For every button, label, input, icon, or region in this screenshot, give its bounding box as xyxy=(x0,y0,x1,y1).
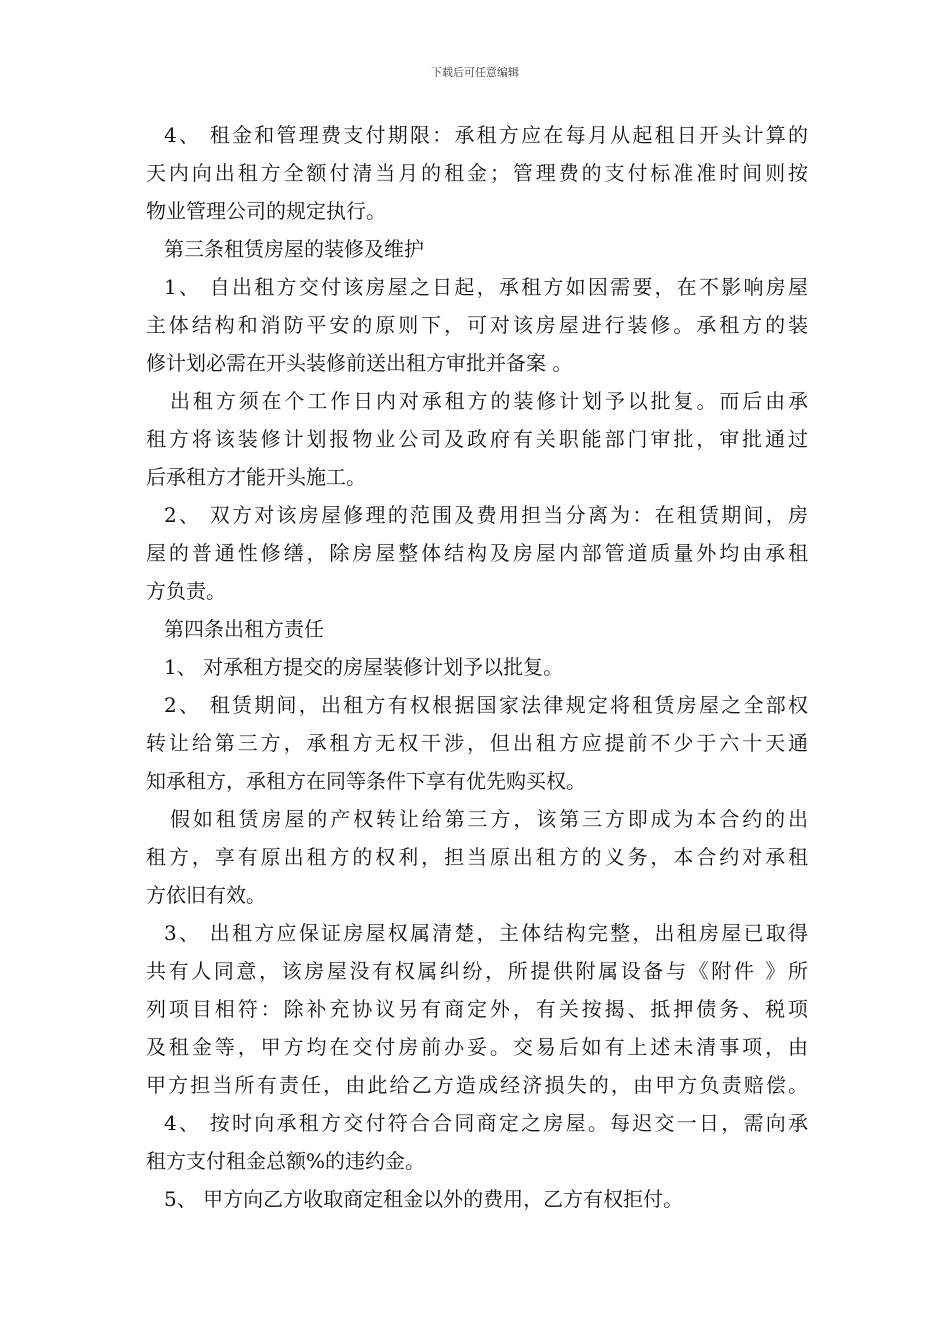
text-line-10: 后承租方才能开头施工。 xyxy=(146,465,366,489)
section-heading-4: 第四条出租方责任 xyxy=(164,617,324,641)
page-header: 下载后可任意编辑 xyxy=(431,66,519,79)
text-line-26: 甲方担当所有责任，由此给乙方造成经济损失的，由甲方负责赔偿。 xyxy=(146,1073,808,1097)
text-line-13: 方负责。 xyxy=(146,579,226,603)
text-line-12: 屋的普通性修缮，除房屋整体结构及房屋内部管道质量外均由承租 xyxy=(146,541,808,565)
text-line-27: 4、 按时向承租方交付符合合同商定之房屋。每迟交一日，需向承 xyxy=(164,1111,808,1135)
text-line-20: 租方，享有原出租方的权利，担当原出租方的义务，本合约对承租 xyxy=(146,845,808,869)
text-line-21: 方依旧有效。 xyxy=(146,883,266,907)
text-line-22: 3、 出租方应保证房屋权属清楚，主体结构完整，出租房屋已取得 xyxy=(164,921,808,945)
text-line-9: 租方将该装修计划报物业公司及政府有关职能部门审批，审批通过 xyxy=(146,427,808,451)
text-line-16: 2、 租赁期间，出租方有权根据国家法律规定将租赁房屋之全部权 xyxy=(164,693,808,717)
text-line-25: 及租金等，甲方均在交付房前办妥。交易后如有上述未清事项，由 xyxy=(146,1035,808,1059)
text-line-29: 5、 甲方向乙方收取商定租金以外的费用，乙方有权拒付。 xyxy=(164,1187,684,1211)
text-line-15: 1、 对承租方提交的房屋装修计划予以批复。 xyxy=(164,655,564,679)
text-line-3: 物业管理公司的规定执行。 xyxy=(146,199,386,223)
text-line-19: 假如租赁房屋的产权转让给第三方，该第三方即成为本合约的出 xyxy=(170,807,808,831)
text-line-24: 列项目相符：除补充协议另有商定外，有关按揭、抵押债务、税项 xyxy=(146,997,808,1021)
text-line-17: 转让给第三方，承租方无权干涉，但出租方应提前不少于六十天通 xyxy=(146,731,808,755)
text-line-1: 4、 租金和管理费支付期限：承租方应在每月从起租日开头计算的 xyxy=(164,123,808,147)
text-line-28: 租方支付租金总额%的违约金。 xyxy=(146,1149,426,1173)
section-heading-3: 第三条租赁房屋的装修及维护 xyxy=(164,237,424,261)
text-line-11: 2、 双方对该房屋修理的范围及费用担当分离为：在租赁期间，房 xyxy=(164,503,808,527)
text-line-18: 知承租方，承租方在同等条件下享有优先购买权。 xyxy=(146,769,586,793)
text-line-2: 天内向出租方全额付清当月的租金；管理费的支付标准准时间则按 xyxy=(146,161,808,185)
text-line-23: 共有人同意，该房屋没有权属纠纷，所提供附属设备与《附件 》所 xyxy=(146,959,808,983)
text-line-5: 1、 自出租方交付该房屋之日起，承租方如因需要，在不影响房屋 xyxy=(164,275,808,299)
text-line-7: 修计划必需在开头装修前送出租方审批并备案 。 xyxy=(146,351,573,375)
text-line-6: 主体结构和消防平安的原则下，可对该房屋进行装修。承租方的装 xyxy=(146,313,808,337)
text-line-8: 出租方须在个工作日内对承租方的装修计划予以批复。而后由承 xyxy=(170,389,808,413)
document-body xyxy=(146,116,808,1218)
